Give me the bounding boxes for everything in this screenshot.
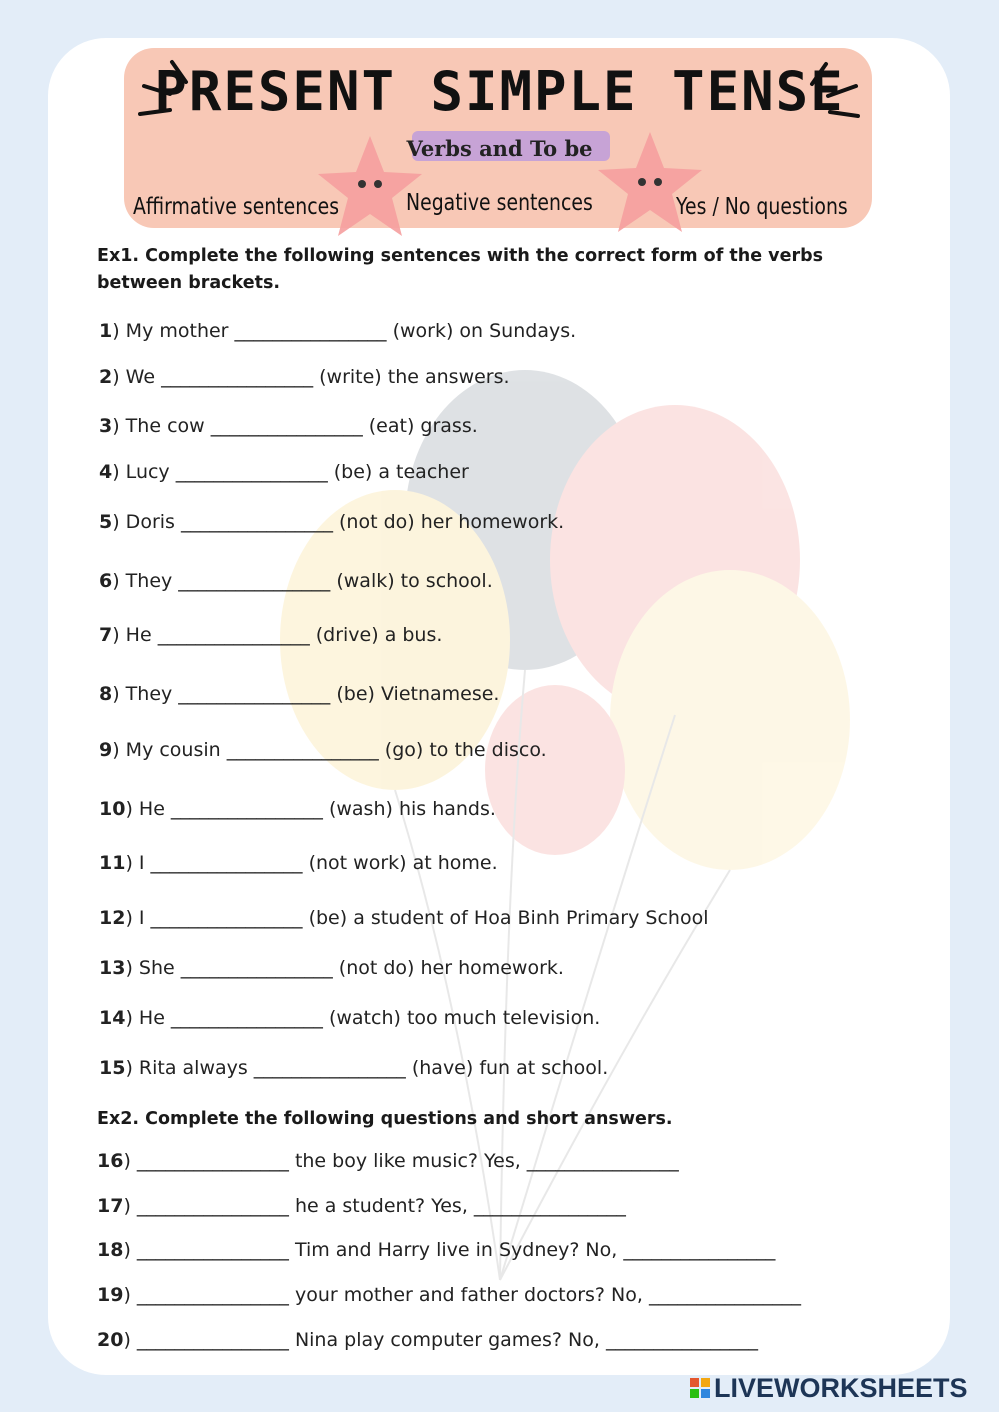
item-text: ) My mother ________________ (work) on Sundays. (112, 320, 577, 342)
item-number: 19 (97, 1284, 124, 1306)
item-text: ) Doris ________________ (not do) her homework. (112, 511, 565, 533)
item-number: 20 (97, 1329, 124, 1351)
item-text: ) My cousin ________________ (go) to the disco. (112, 739, 547, 761)
item-text: ) Lucy ________________ (be) a teacher (112, 461, 469, 483)
item-text: ) ________________ Tim and Harry live in Sydney? No, ________________ (123, 1239, 776, 1261)
item-number: 12 (99, 907, 126, 929)
list-item[interactable] (99, 798, 496, 820)
list-item[interactable] (99, 907, 708, 929)
list-item[interactable] (99, 1007, 600, 1029)
list-item[interactable] (99, 852, 498, 874)
item-number: 18 (97, 1239, 124, 1261)
item-text: ) He ________________ (wash) his hands. (125, 798, 496, 820)
item-number: 5 (99, 511, 113, 533)
item-number: 1 (99, 320, 113, 342)
item-text: ) ________________ your mother and father doctors? No, ________________ (123, 1284, 801, 1306)
item-text: ) Rita always ________________ (have) fun at school. (125, 1057, 609, 1079)
item-number: 13 (99, 957, 126, 979)
tag-yes-no: Yes / No questions (676, 194, 848, 220)
item-number: 16 (97, 1150, 124, 1172)
list-item[interactable] (99, 624, 442, 646)
list-item[interactable] (97, 1329, 758, 1351)
page-title: PRESENT SIMPLE TENSE (154, 60, 845, 123)
item-number: 8 (99, 683, 113, 705)
worksheet-card (48, 38, 950, 1375)
list-item[interactable] (99, 366, 510, 388)
item-text: ) I ________________ (not work) at home. (125, 852, 498, 874)
item-text: ) He ________________ (watch) too much television. (125, 1007, 601, 1029)
logo-text: LIVEWORKSHEETS (714, 1372, 968, 1403)
item-text: ) The cow ________________ (eat) grass. (112, 415, 478, 437)
list-item[interactable] (97, 1195, 626, 1217)
item-number: 2 (99, 366, 113, 388)
list-item[interactable] (99, 957, 564, 979)
ex1-title (97, 243, 823, 297)
list-item[interactable] (99, 511, 564, 533)
item-text: ) They ________________ (walk) to school. (112, 570, 493, 592)
logo-squares-icon (690, 1378, 710, 1398)
item-text: ) They ________________ (be) Vietnamese. (112, 683, 500, 705)
item-number: 7 (99, 624, 113, 646)
item-text: ) ________________ Nina play computer games? No, ________________ (123, 1329, 758, 1351)
ex1-title-line1: Ex1. Complete the following sentences with the correct form of the verbs (97, 246, 824, 266)
item-text: ) I ________________ (be) a student of Hoa Binh Primary School (125, 907, 709, 929)
list-item[interactable] (99, 683, 499, 705)
list-item[interactable] (97, 1284, 801, 1306)
item-text: ) ________________ he a student? Yes, ________________ (123, 1195, 626, 1217)
list-item[interactable] (99, 415, 478, 437)
page-subtitle: Verbs and To be (406, 136, 593, 161)
list-item[interactable] (97, 1239, 775, 1261)
item-text: ) ________________ the boy like music? Yes, ________________ (123, 1150, 679, 1172)
item-number: 6 (99, 570, 113, 592)
item-number: 15 (99, 1057, 126, 1079)
tag-negative: Negative sentences (406, 190, 593, 216)
item-number: 17 (97, 1195, 124, 1217)
item-number: 11 (99, 852, 126, 874)
item-number: 4 (99, 461, 113, 483)
item-text: ) She ________________ (not do) her homework. (125, 957, 564, 979)
tag-affirmative: Affirmative sentences (133, 194, 340, 220)
list-item[interactable] (99, 320, 576, 342)
ex2-title: Ex2. Complete the following questions and short answers. (97, 1109, 673, 1129)
list-item[interactable] (99, 739, 547, 761)
list-item[interactable] (99, 461, 469, 483)
item-number: 10 (99, 798, 126, 820)
list-item[interactable] (99, 570, 493, 592)
item-number: 9 (99, 739, 113, 761)
liveworksheets-logo[interactable] (690, 1373, 990, 1403)
ex1-title-line2: between brackets. (97, 273, 281, 293)
item-number: 3 (99, 415, 113, 437)
item-text: ) We ________________ (write) the answers. (112, 366, 510, 388)
item-number: 14 (99, 1007, 126, 1029)
list-item[interactable] (97, 1150, 679, 1172)
list-item[interactable] (99, 1057, 608, 1079)
item-text: ) He ________________ (drive) a bus. (112, 624, 443, 646)
